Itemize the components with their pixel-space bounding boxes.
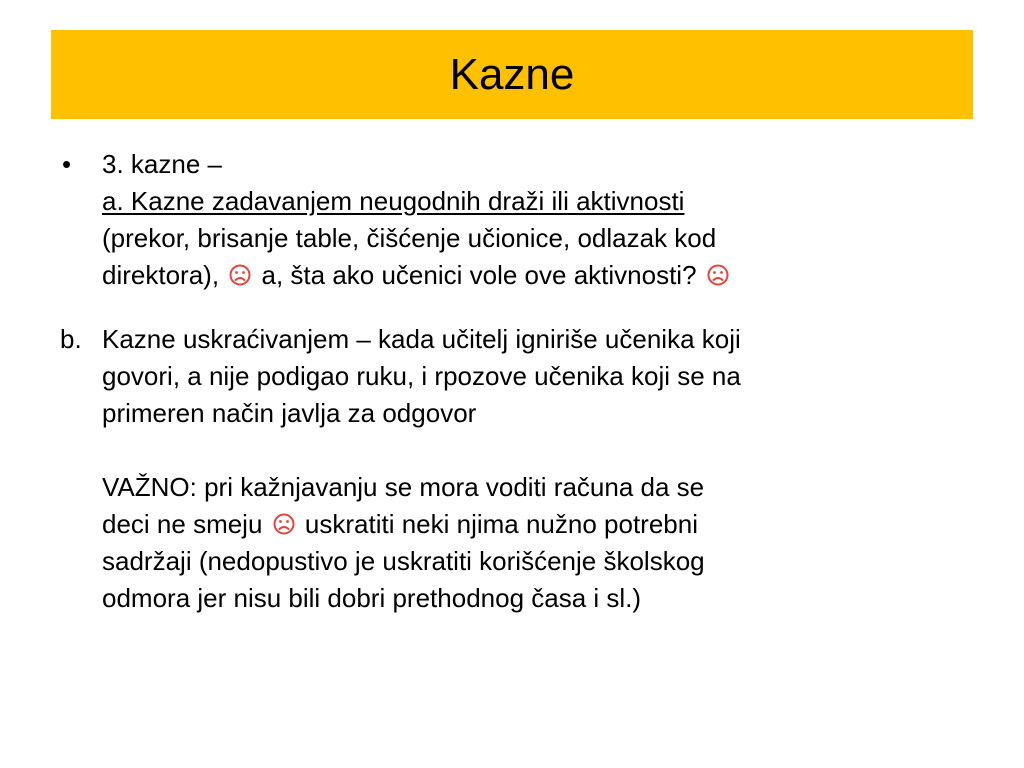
point-a [60,146,980,294]
slide-title: Kazne [449,49,575,99]
point-b-line2: govori, a nije podigao ruku, i rpozove učenika koji se na [102,361,741,391]
point-b [60,321,980,617]
vazno-line4: odmora jer nisu bili dobri prethodnog časa i sl.) [102,583,642,613]
point-a-line4 [102,257,980,294]
point-a-line3: (prekor, brisanje table, čišćenje učionice, odlazak kod [102,223,717,253]
point-b-line3: primeren način javlja za odgovor [102,398,477,428]
point-a-line4-start: direktora), [102,260,220,290]
vazno-line2-start: deci ne smeju [102,509,263,539]
point-b-line1: Kazne uskraćivanjem – kada učitelj igniriše učenika koji [102,324,741,354]
vazno-line3: sadržaji (nedopustivo je uskratiti korišćenje školskog [102,546,705,576]
point-a-line4-mid: a, šta ako učenici vole ove aktivnosti? [261,260,697,290]
spacer [102,432,980,469]
point-a-heading: a. Kazne zadavanjem neugodnih draži ili aktivnosti [102,186,685,216]
vazno-line1: VAŽNO: pri kažnjavanju se mora voditi računa da se [102,472,705,502]
bullet-point: • [62,149,72,179]
point-b-marker: b. [60,324,82,354]
sad-face-icon [706,263,730,287]
vazno-line2 [102,506,980,543]
sad-face-icon [228,263,252,287]
point-a-line1: 3. kazne – [102,149,222,179]
slide-body [60,146,980,617]
sad-face-icon [272,512,296,536]
vazno-line2-end: uskratiti neki njima nužno potrebni [304,509,698,539]
title-bar [51,30,973,119]
